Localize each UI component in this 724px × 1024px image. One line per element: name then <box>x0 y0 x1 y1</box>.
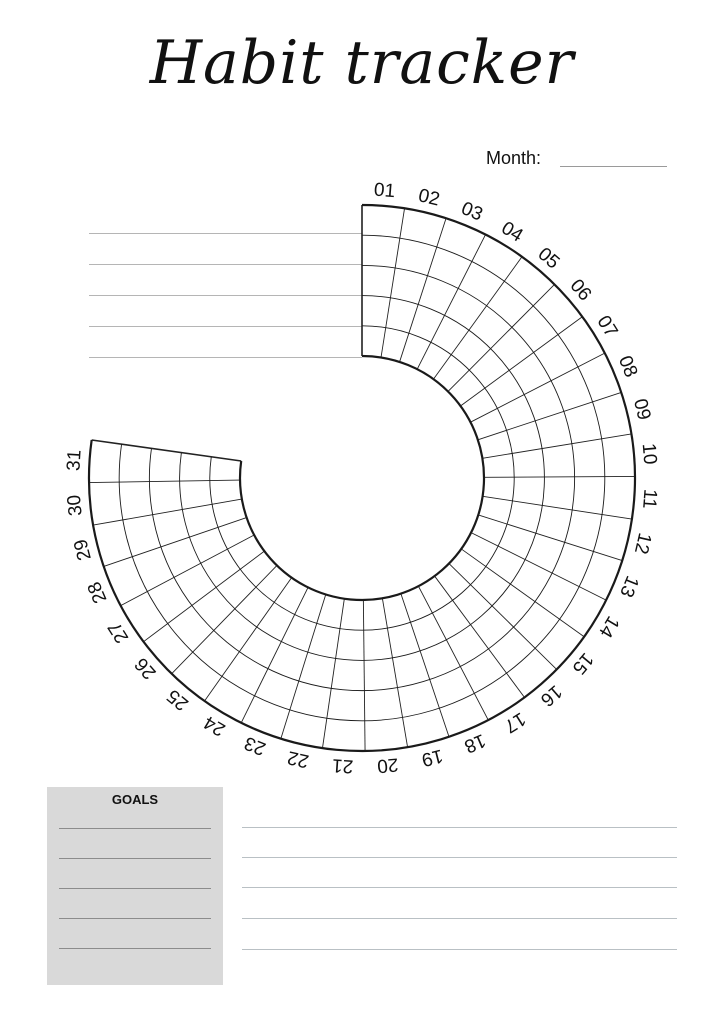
goals-title: GOALS <box>111 792 159 807</box>
day-label: 12 <box>629 530 656 557</box>
page-title: Habit tracker <box>149 28 575 98</box>
day-label: 25 <box>163 684 193 715</box>
habit-cell[interactable] <box>572 477 605 515</box>
day-label: 26 <box>130 653 161 684</box>
habit-cell[interactable] <box>89 440 122 483</box>
goal-line[interactable] <box>59 948 211 949</box>
day-label: 27 <box>104 617 134 647</box>
habit-cell[interactable] <box>542 444 575 477</box>
day-label: 31 <box>63 449 86 472</box>
note-line[interactable] <box>242 949 677 950</box>
day-label: 07 <box>592 312 622 342</box>
day-label: 24 <box>200 711 230 740</box>
habit-cell[interactable] <box>362 235 400 268</box>
day-label: 15 <box>567 648 598 679</box>
day-label: 17 <box>500 707 530 737</box>
habit-cell[interactable] <box>336 629 364 661</box>
day-label: 20 <box>376 753 400 777</box>
habit-cell[interactable] <box>119 444 151 482</box>
day-label: 30 <box>63 493 87 517</box>
habit-cell[interactable] <box>331 658 364 690</box>
day-label: 18 <box>460 729 489 757</box>
day-label: 23 <box>241 731 269 760</box>
day-label: 14 <box>594 612 624 642</box>
habit-cell[interactable] <box>572 439 605 477</box>
day-label: 03 <box>458 198 486 226</box>
day-label: 01 <box>373 179 396 203</box>
day-label: 02 <box>416 185 442 211</box>
habit-cell[interactable] <box>89 482 123 525</box>
day-label: 10 <box>637 442 661 466</box>
day-label: 05 <box>533 243 564 274</box>
day-label: 09 <box>629 396 655 423</box>
day-label: 08 <box>613 352 642 381</box>
note-line[interactable] <box>242 827 677 828</box>
day-label: 28 <box>83 578 112 607</box>
habit-cell[interactable] <box>149 481 182 515</box>
habit-cell[interactable] <box>362 265 395 297</box>
habit-cell[interactable] <box>365 717 408 751</box>
day-label: 19 <box>419 744 445 771</box>
habit-cell[interactable] <box>602 434 635 477</box>
day-label: 16 <box>536 680 566 711</box>
goal-line[interactable] <box>59 828 211 829</box>
note-line[interactable] <box>242 918 677 919</box>
day-label: 06 <box>565 275 596 306</box>
month-label: Month: <box>486 148 542 168</box>
day-label: 29 <box>70 536 96 563</box>
goals-panel <box>47 787 223 985</box>
day-label: 11 <box>638 488 661 510</box>
habit-cell[interactable] <box>542 477 574 510</box>
goal-line[interactable] <box>59 858 211 859</box>
goal-line[interactable] <box>59 888 211 889</box>
day-label: 22 <box>285 746 311 772</box>
day-label: 21 <box>331 754 354 777</box>
day-label: 13 <box>615 572 643 601</box>
habit-cell[interactable] <box>327 688 365 720</box>
goal-line[interactable] <box>59 918 211 919</box>
habit-cell[interactable] <box>119 482 152 520</box>
note-line[interactable] <box>242 857 677 858</box>
habit-cell[interactable] <box>364 658 397 691</box>
habit-cell[interactable] <box>362 205 405 238</box>
note-line[interactable] <box>242 887 677 888</box>
habit-cell[interactable] <box>512 477 544 505</box>
habit-cell[interactable] <box>602 476 635 519</box>
wheel-border <box>240 356 484 600</box>
habit-cell[interactable] <box>149 448 181 481</box>
habit-cell[interactable] <box>364 688 402 721</box>
day-label: 04 <box>497 217 527 247</box>
habit-cell[interactable] <box>322 718 365 751</box>
